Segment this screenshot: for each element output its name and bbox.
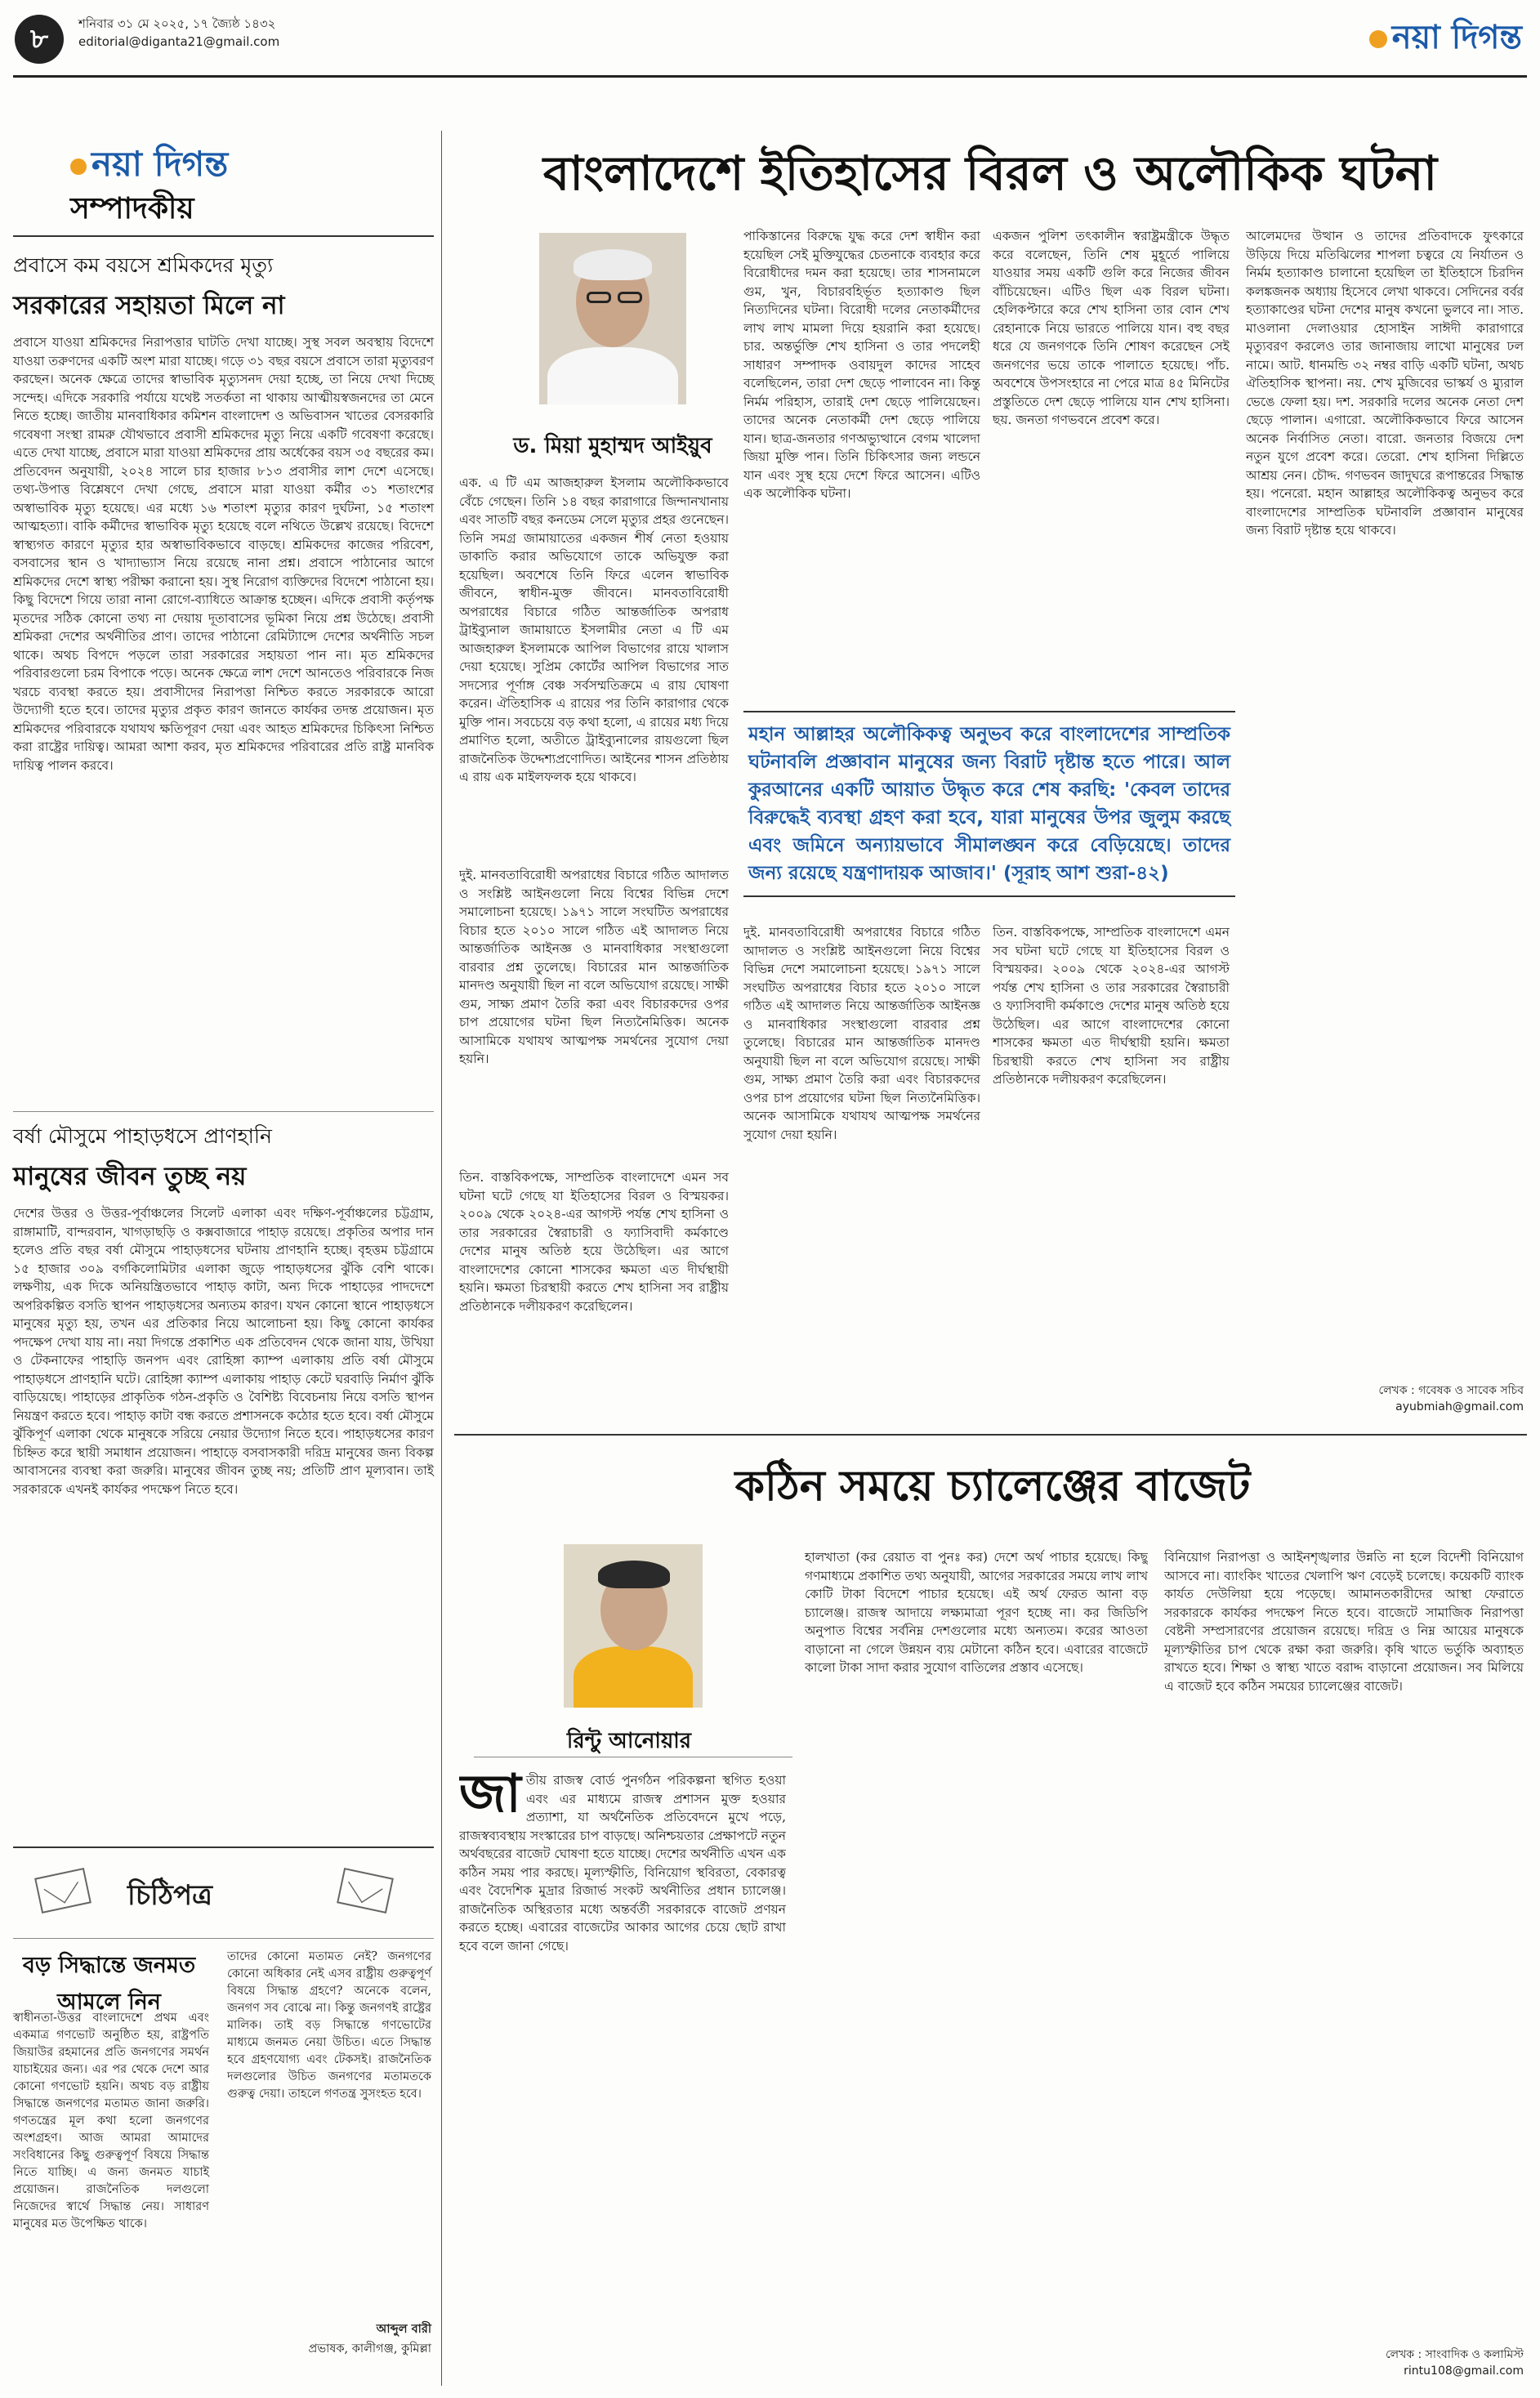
budget-article-headline: কঠিন সময়ে চ্যালেঞ্জের বাজেট xyxy=(734,1462,1251,1511)
header-email[interactable]: editorial@diganta21@gmail.com xyxy=(78,34,280,49)
main-article-headline: বাংলাদেশে ইতিহাসের বিরল ও অলৌকিক ঘটনা xyxy=(542,145,1438,201)
editorial-article-2 xyxy=(13,1111,434,1498)
editorial-article-1 xyxy=(13,249,434,775)
letter-column-1: স্বাধীনতা-উত্তর বাংলাদেশে প্রথম এবং একমাত্র গণভোট অনুষ্ঠিত হয়, রাষ্ট্রপতি জিয়াউর রহমানের প্রতি জনগণের সমর্থন যাচাইয়ের জন্য। এর পর থেকে দেশে আর কোনো গণভোট হয়নি। অথচ বড় রাষ্ট্রীয় সিদ্ধান্তে জনগণের মতামত জানা জরুরি। গণতন্ত্রের মূল কথা হলো জনগণের অংশগ্রহণ। আজ আমরা আমাদের সংবিধানের কিছু গুরুত্বপূর্ণ বিষয়ে সিদ্ধান্ত নিতে যাচ্ছি। এ জন্য জনমত যাচাই প্রয়োজন। রাজনৈতিক দলগুলো নিজেদের স্বার্থে সিদ্ধান্ত নেয়। সাধারণ মানুষের মত উপেক্ষিত থাকে। xyxy=(13,2012,209,2231)
budget-article-col-1 xyxy=(459,1771,786,2384)
letters-section-header xyxy=(13,1847,434,1939)
main-article-signature: লেখক : গবেষক ও সাবেক সচিব xyxy=(1378,1384,1524,1397)
article-body: প্রবাসে যাওয়া শ্রমিকদের নিরাপত্তার ঘাটতি দেখা যাচ্ছে। সুস্থ সবল অবস্থায় বিদেশে যাওয়া তরুণদের একটি অংশ মারা যাচ্ছে। গড়ে ৩১ বছর বয়সে প্রবাসে তারা মৃত্যুবরণ করছেন। অনেক ক্ষেত্রে তাদের স্বাভাবিক মৃত্যুসনদ দেয়া হচ্ছে, তা নিয়ে দেখা দিচ্ছে সন্দেহ। এদিকে সরকারি পর্যায়ে যথেষ্ট সতর্কতা না থাকায় আত্মীয়স্বজনদের তা মেনে নিতে হচ্ছে। জাতীয় মানবাধিকার কমিশন বাংলাদেশ ও অভিবাসন খাতের বেসরকারি গবেষণা সংস্থা রামরু যৌথভাবে প্রবাসী শ্রমিকদের মৃত্যু নিয়ে একটি গবেষণা করেছে। এতে দেখা যাচ্ছে, প্রবাসে মারা যাওয়া শ্রমিকদের প্রায় অর্ধেকের বয়স ৩৫ বছরের কম। প্রতিবেদন অনুযায়ী, ২০২৪ সালে চার হাজার ৮১৩ প্রবাসীর লাশ দেশে এসেছে। তথ্য-উপাত্ত বিশ্লেষণে দেখা গেছে, প্রবাসে মারা যাওয়া কর্মীর ৩১ শতাংশের অস্বাভাবিক মৃত্যু হয়েছে। এর মধ্যে ১৬ শতাংশ মৃত্যুর কারণ দুর্ঘটনা, ১৫ শতাংশ আত্মহত্যা। বাকি কর্মীদের স্বাভাবিক মৃত্যু হয়েছে বলে নথিতে উল্লেখ রয়েছে। বিদেশে স্বাস্থ্যগত কারণে মৃত্যুর হার অস্বাভাবিকভাবে বাড়ছে। শ্রমিকদের কাজের পরিবেশ, বসবাসের স্থান ও খাদ্যাভ্যাস নিয়ে রয়েছে নানা প্রশ্ন। প্রবাসে পাঠানোর আগে শ্রমিকদের দেশে স্বাস্থ্য পরীক্ষা করানো হয়। সুস্থ নিরোগ ব্যক্তিদের বিদেশে পাঠানো হয়। কিছু বিদেশে গিয়ে তারা নানা রোগে-ব্যাধিতে আক্রান্ত হচ্ছেন। এদিকে প্রবাসী কর্তৃপক্ষ মৃতদের সঠিক কোনো তথ্য না দেয়ায় দূতাবাসের ভূমিকা নিয়ে প্রশ্ন উঠেছে। প্রবাসী শ্রমিকরা দেশের অর্থনীতির প্রাণ। তাদের পাঠানো রেমিট্যান্সে দেশের অর্থনীতি সচল থাকে। অথচ বিপদে পড়লে তারা সরকারের সহায়তা পান না। মৃত শ্রমিকদের পরিবারগুলো চরম বিপাকে পড়ে। অনেক ক্ষেত্রে লাশ দেশে আনতেও পরিবারকে নিজ খরচে ব্যবস্থা করতে হয়। প্রবাসীদের নিরাপত্তা নিশ্চিত করতে সরকারকে আরো উদ্যোগী হতে হবে। তাদের মৃত্যুর প্রকৃত কারণ জানতে কার্যকর তদন্ত প্রয়োজন। মৃত শ্রমিকদের পরিবারকে যথাযথ ক্ষতিপূরণ দেয়া এবং আহত শ্রমিকদের চিকিৎসা নিশ্চিত করা রাষ্ট্রের দায়িত্ব। আমরা আশা করব, মৃত শ্রমিকদের পরিবারের প্রতি রাষ্ট্র মানবিক দায়িত্ব পালন করবে। xyxy=(13,335,434,773)
issue-date: শনিবার ৩১ মে ২০২৫, ১৭ জ্যৈষ্ঠ ১৪৩২ xyxy=(78,16,276,31)
main-article-col-7: আলেমদের উত্থান ও তাদের প্রতিবাদকে ফুৎকারে উড়িয়ে দিয়ে মতিঝিলের শাপলা চত্বরে যে নির্যাতন ও নির্মম হত্যাকাণ্ড চালানো হয়েছিল তা ইতিহাসে চিরদিন কলঙ্কজনক অধ্যায় হিসেবে লেখা থাকবে। সেদিনের বর্বর হত্যাকাণ্ডের ঘটনা দেশের মানুষ কখনো ভুলবে না। সাত. মাওলানা দেলাওয়ার হোসাইন সাঈদী কারাগারে মৃত্যুবরণ করলেও তার জানাজায় লাখো মানুষের ঢল নামে। আট. ধানমন্ডি ৩২ নম্বর বাড়ি একটি ঘটনা, অথচ ঐতিহাসিক স্থাপনা। নয়. শেখ মুজিবের ভাস্কর্য ও ম্যুরাল ভেঙে ফেলা হয়। দশ. সরকারি দলের অনেক নেতা দেশ ছেড়ে পালান। এগারো. অলৌকিকভাবে ফিরে আসেন অনেক নির্বাসিত নেতা। বারো. জনতার বিজয়ে দেশ নতুন যুগে প্রবেশ করে। তেরো. শেখ হাসিনা দিল্লিতে আশ্রয় নেন। চৌদ্দ. গণভবন জাদুঘরে রূপান্তরের সিদ্ধান্ত হয়। পনেরো. মহান আল্লাহর অলৌকিকত্ব অনুভব করে বাংলাদেশের সাম্প্রতিক ঘটনাবলি প্রজ্ঞাবান মানুষের জন্য বিরাট দৃষ্টান্ত হয়ে থাকবে। xyxy=(1246,229,1524,538)
drop-cap: জা xyxy=(459,1771,521,1824)
header-divider xyxy=(13,75,1527,78)
letter-place: প্রভাষক, কালীগঞ্জ, কুমিল্লা xyxy=(308,2342,431,2356)
main-article-author: ড. মিয়া মুহাম্মদ আইয়ুব xyxy=(513,434,712,458)
budget-article-author: রিন্টু আনোয়ার xyxy=(566,1729,692,1753)
main-article-col-6b: তিন. বাস্তবিকপক্ষে, সাম্প্রতিক বাংলাদেশে এমন সব ঘটনা ঘটে গেছে যা ইতিহাসের বিরল ও বিস্ময়কর। ২০০৯ থেকে ২০২৪-এর আগস্ট পর্যন্ত শেখ হাসিনা ও তার সরকারের স্বৈরাচারী ও ফ্যাসিবাদী কর্মকাণ্ডে দেশের মানুষ অতিষ্ঠ হয়ে উঠেছিল। এর আগে বাংলাদেশের কোনো শাসকের ক্ষমতা এত দীর্ঘস্থায়ী হয়নি। ক্ষমতা চিরস্থায়ী করতে শেখ হাসিনা সব রাষ্ট্রীয় প্রতিষ্ঠানকে দলীয়করণ করেছিলেন। xyxy=(993,925,1230,1087)
main-article-col-5: একজন পুলিশ তৎকালীন স্বরাষ্ট্রমন্ত্রীকে উদ্ধৃত করে বলেছেন, তিনি শেষ মুহূর্তে পালিয়ে যাওয়ার সময় একটি গুলি করে নিজের জীবন বাঁচিয়েছেন। এটিও ছিল এক বিরল ঘটনা। হেলিকপ্টারে করে শেখ হাসিনা তার বোন শেখ রেহানাকে নিয়ে ভারতে পালিয়ে যান। বহু বছর ধরে যে জনগণকে তিনি শোষণ করেছেন সেই জনগণের ভয়ে তাকে পালাতে হয়েছে। পাঁচ. অবশেষে উপসংহারে না পেরে মাত্র ৪৫ মিনিটের প্রস্তুতিতে দেশ ছেড়ে পালিয়ে যান শেখ হাসিনা। ছয়. জনতা গণভবনে প্রবেশ করে। xyxy=(993,229,1230,427)
article-kicker: বর্ষা মৌসুমে পাহাড়ধসে প্রাণহানি xyxy=(13,1124,272,1148)
main-article-email[interactable]: ayubmiah@gmail.com xyxy=(1395,1400,1524,1413)
section-divider xyxy=(454,1434,1527,1436)
budget-article-email[interactable]: rintu108@gmail.com xyxy=(1404,2365,1524,2378)
envelope-icon xyxy=(337,1868,394,1913)
article-kicker: প্রবাসে কম বয়সে শ্রমিকদের মৃত্যু xyxy=(13,253,274,277)
masthead-logo: নয়া দিগন্ত xyxy=(1369,11,1522,66)
page-number: ৮ xyxy=(15,15,64,64)
budget-article-col-3: বিনিয়োগ নিরাপত্তা ও আইনশৃঙ্খলার উন্নতি না হলে বিদেশী বিনিয়োগ আসবে না। ব্যাংকিং খাতের খেলাপি ঋণ বেড়েই চলেছে। কয়েকটি ব্যাংক কার্যত দেউলিয়া হয়ে পড়েছে। আমানতকারীদের আস্থা ফেরাতে সরকারকে কার্যকর পদক্ষেপ নিতে হবে। বাজেটে সামাজিক নিরাপত্তা বেষ্টনী সম্প্রসারণের প্রয়োজন রয়েছে। দরিদ্র ও নিম্ন আয়ের মানুষকে মূল্যস্ফীতির চাপ থেকে রক্ষা করা জরুরি। কৃষি খাতে ভর্তুকি অব্যাহত রাখতে হবে। শিক্ষা ও স্বাস্থ্য খাতে বরাদ্দ বাড়ানো প্রয়োজন। সব মিলিয়ে এ বাজেট হবে কঠিন সময়ের চ্যালেঞ্জের বাজেট। xyxy=(1164,1550,1524,1694)
editorial-divider xyxy=(13,235,434,237)
budget-article-signature: লেখক : সাংবাদিক ও কলামিস্ট xyxy=(1385,2348,1524,2361)
envelope-icon xyxy=(34,1868,92,1913)
main-article-col-4: পাকিস্তানের বিরুদ্ধে যুদ্ধ করে দেশ স্বাধীন করা হয়েছিল সেই মুক্তিযুদ্ধের চেতনাকে ব্যবহার করে বিরোধীদের দমন করা হয়েছে। তার শাসনামলে গুম, খুন, বিচারবহির্ভূত হত্যাকাণ্ড ছিল নিত্যদিনের ঘটনা। বিরোধী দলের নেতাকর্মীদের লাখ লাখ মামলা দিয়ে হয়রানি করা হয়েছে। চার. অন্তর্ভুক্তি শেখ হাসিনা ও তার পদলেহী সাধারণ সম্পাদক ওবায়দুল কাদের সাহেব বলেছিলেন, তারা দেশ ছেড়ে পালাবেন না। কিন্তু নির্মম পরিহাস, তারাই দেশ ছেড়ে পালিয়েছেন। তাদের অনেক নেতাকর্মী দেশ ছেড়ে পালিয়ে যান। ছাত্র-জনতার গণঅভ্যুত্থানে বেগম খালেদা জিয়া মুক্তি পান। তিনি চিকিৎসার জন্য লন্ডনে যান এবং সুস্থ হয়ে দেশে ফিরে আসেন। এটিও এক অলৌকিক ঘটনা। xyxy=(743,229,980,501)
editorial-logo: নয়া দিগন্ত xyxy=(70,137,228,195)
budget-article-col-2: হালখাতা (কর রেয়াত বা পুনঃ কর) দেশে অর্থ পাচার হয়েছে। কিছু গণমাধ্যমে প্রকাশিত তথ্য অনুযায়ী, আগের সরকারের সময়ে লাখ লাখ কোটি টাকা বিদেশে পাচার হয়েছে। এই অর্থ ফেরত আনা বড় চ্যালেঞ্জ। রাজস্ব আদায়ে লক্ষ্যমাত্রা পূরণ হচ্ছে না। কর জিডিপি অনুপাত বিশ্বের সর্বনিম্ন দেশগুলোর মধ্যে অন্যতম। করের আওতা বাড়ানো না গেলে উন্নয়ন ব্যয় মেটানো কঠিন হবে। এবারের বাজেটে কালো টাকা সাদা করার সুযোগ বাতিলের প্রস্তাব এসেছে। xyxy=(805,1550,1148,1675)
article-body: দেশের উত্তর ও উত্তর-পূর্বাঞ্চলের সিলেট এলাকা এবং দক্ষিণ-পূর্বাঞ্চলের চট্টগ্রাম, রাঙ্গামাটি, বান্দরবান, খাগড়াছড়ি ও কক্সবাজারে পাহাড় রয়েছে। প্রকৃতির অপার দান হলেও প্রতি বছর বর্ষা মৌসুমে পাহাড়ধসের ঘটনায় প্রাণহানি হচ্ছে। বৃহত্তম চট্টগ্রামে ১৫ হাজার ৩০৯ বর্গকিলোমিটার এলাকা জুড়ে পাহাড়ধসের ঝুঁকি বেশি থাকে। লক্ষণীয়, এক দিকে অনিয়ন্ত্রিতভাবে পাহাড় কাটা, অন্য দিকে পাহাড়ের পাদদেশে অপরিকল্পিত বসতি স্থাপন পাহাড়ধসের অন্যতম কারণ। যখন কোনো স্থানে পাহাড়ধসে মানুষের মৃত্যু হয়, তখন এর প্রতিকার নিয়ে আলোচনা হয়। কিছু কোনো কার্যকর পদক্ষেপ দেখা যায় না। নয়া দিগন্তে প্রকাশিত এক প্রতিবেদন থেকে জানা যায়, উখিয়া ও টেকনাফের পাহাড়ি জনপদ এবং রোহিঙ্গা ক্যাম্প এলাকায় প্রতি বর্ষা মৌসুমে পাহাড়ধসে প্রাণহানি ঘটে। রোহিঙ্গা ক্যাম্প এলাকায় পাহাড় কেটে ঘরবাড়ি নির্মাণ ঝুঁকি বাড়িয়েছে। পাহাড়ের প্রাকৃতিক গঠন-প্রকৃতি ও বৈশিষ্ট্য বিবেচনায় নিয়ে বসতি স্থাপন নিয়ন্ত্রণ করতে হবে। পাহাড় কাটা বন্ধ করতে প্রশাসনকে কঠোর হতে হবে। বর্ষা মৌসুমে ঝুঁকিপূর্ণ এলাকা থেকে মানুষকে সরিয়ে নেয়ার উদ্যোগ নিতে হবে। পাহাড়ধসের কারণ চিহ্নিত করে স্থায়ী সমাধান প্রয়োজন। পাহাড়ে বসবাসকারী দরিদ্র মানুষের জন্য বিকল্প আবাসনের ব্যবস্থা করা জরুরি। মানুষের জীবন তুচ্ছ নয়; প্রতিটি প্রাণ মূল্যবান। তাই সরকারকে এখনই কার্যকর পদক্ষেপ নিতে হবে। xyxy=(13,1206,434,1497)
article-headline: মানুষের জীবন তুচ্ছ নয় xyxy=(13,1162,247,1191)
author-photo-2 xyxy=(564,1544,703,1708)
letter-author: আব্দুল বারী xyxy=(376,2322,431,2336)
page-header xyxy=(0,0,1540,82)
letter-headline: বড় সিদ্ধান্তে জনমত আমলে নিন xyxy=(22,1953,196,2015)
column-divider xyxy=(441,131,442,2386)
sun-icon xyxy=(70,159,87,175)
editorial-column xyxy=(13,82,434,2386)
article-headline: সরকারের সহায়তা মিলে না xyxy=(13,291,285,320)
main-article-col-1: এক. এ টি এম আজহারুল ইসলাম অলৌকিকভাবে বেঁচে গেছেন। তিনি ১৪ বছর কারাগারে জিন্দানখানায় এবং সাতটি বছর কনডেম সেলে মৃত্যুর প্রহর গুনেছেন। তিনি সমগ্র জামায়াতের একজন শীর্ষ নেতা হওয়ায় ডাকাতি করার অভিযোগে তাকে অভিযুক্ত করা হয়েছিল। অবশেষে তিনি ফিরে এলেন স্বাভাবিক জীবনে, স্বাধীন-মুক্ত জীবনে। মানবতাবিরোধী অপরাধের বিচারে গঠিত আন্তর্জাতিক অপরাধ ট্রাইব্যুনাল জামায়াতে ইসলামীর নেতা এ টি এম আজহারুল ইসলামকে আপিল বিভাগের রায়ে খালাস দেয়া হয়েছে। সুপ্রিম কোর্টের আপিল বিভাগের সাত সদস্যের পূর্ণাঙ্গ বেঞ্চ সর্বসম্মতিক্রমে এ রায় ঘোষণা করেন। ঐতিহাসিক এ রায়ের পর তিনি কারাগার থেকে মুক্তি পান। সবচেয়ে বড় কথা হলো, এ রায়ের মধ্য দিয়ে প্রমাণিত হলো, অতীতে ট্রাইব্যুনালের রায়গুলো ছিল রাজনৈতিক উদ্দেশ্যপ্রণোদিত। আইনের শাসন প্রতিষ্ঠায় এ রায় এক মাইলফলক হয়ে থাকবে। xyxy=(459,476,729,784)
budget-col-1-text: তীয় রাজস্ব বোর্ড পুনর্গঠন পরিকল্পনা স্থগিত হওয়া এবং এর মাধ্যমে রাজস্ব প্রশাসন মুক্ত হওয়ার প্রত্যাশা, যা অর্থনৈতিক প্রতিবেদনে মুখে পড়ে, রাজস্বব্যবস্থায় সংস্কারের চাপ বাড়ছে। অনিশ্চয়তার প্রেক্ষাপটে নতুন অর্থবছরের বাজেট ঘোষণা হতে যাচ্ছে। দেশের অর্থনীতি এখন এক কঠিন সময় পার করছে। মূল্যস্ফীতি, বিনিয়োগ স্থবিরতা, বেকারত্ব এবং বৈদেশিক মুদ্রার রিজার্ভ সংকট অর্থনীতির প্রধান চ্যালেঞ্জ। রাজনৈতিক অস্থিরতার মধ্যে অন্তর্বর্তী সরকারকে বাজেট প্রণয়ন করতে হচ্ছে। এবারের বাজেটের আকার আগের চেয়ে ছোট রাখা হবে বলে জানা গেছে। xyxy=(459,1773,786,1954)
pull-quote: মহান আল্লাহর অলৌকিকত্ব অনুভব করে বাংলাদেশের সাম্প্রতিক ঘটনাবলি প্রজ্ঞাবান মানুষের জন্য বিরাট দৃষ্টান্ত হতে পারে। আল কুরআনের একটি আয়াত উদ্ধৃত করে শেষ করছি: 'কেবল তাদের বিরুদ্ধেই ব্যবস্থা গ্রহণ করা হবে, যারা মানুষের উপর জুলুম করছে এবং জমিনে অন্যায়ভাবে সীমালঙ্ঘন করে বেড়িয়েছে। তাদের জন্য রয়েছে যন্ত্রণাদায়ক আজাব।' (সূরাহ আশ শুরা-৪২) xyxy=(743,711,1235,897)
editorial-label: সম্পাদকীয় xyxy=(70,192,194,226)
main-article-col-2: দুই. মানবতাবিরোধী অপরাধের বিচারে গঠিত আদালত ও সংশ্লিষ্ট আইনগুলো নিয়ে বিশ্বের বিভিন্ন দেশে সমালোচনা হয়েছে। ১৯৭১ সালে সংঘটিত অপরাধের বিচার হতে ২০১০ সালে গঠিত এই আদালত নিয়ে আন্তর্জাতিক আইনজ্ঞ ও মানবাধিকার সংস্থাগুলো বারবার প্রশ্ন তুলেছে। বিচারের মান আন্তর্জাতিক মানদণ্ড অনুযায়ী ছিল না বলে অভিযোগ রয়েছে। সাক্ষী গুম, সাক্ষ্য প্রমাণ তৈরি করা এবং বিচারকদের ওপর চাপ প্রয়োগের ঘটনা ছিল নিত্যনৈমিত্তিক। অনেক আসামিকে যথাযথ আত্মপক্ষ সমর্থনের সুযোগ দেয়া হয়নি। xyxy=(459,868,729,1066)
sun-icon xyxy=(1369,30,1387,48)
letters-title: চিঠিপত্র xyxy=(127,1879,213,1912)
main-article-col-3: তিন. বাস্তবিকপক্ষে, সাম্প্রতিক বাংলাদেশে এমন সব ঘটনা ঘটে গেছে যা ইতিহাসের বিরল ও বিস্ময়কর। ২০০৯ থেকে ২০২৪-এর আগস্ট পর্যন্ত শেখ হাসিনা ও তার সরকারের স্বৈরাচারী ও ফ্যাসিবাদী কর্মকাণ্ডে দেশের মানুষ অতিষ্ঠ হয়ে উঠেছিল। এর আগে বাংলাদেশের কোনো শাসকের ক্ষমতা এত দীর্ঘস্থায়ী হয়নি। ক্ষমতা চিরস্থায়ী করতে শেখ হাসিনা সব রাষ্ট্রীয় প্রতিষ্ঠানকে দলীয়করণ করেছিলেন। xyxy=(459,1170,729,1314)
author-photo xyxy=(539,233,686,404)
main-article-col-6a: দুই. মানবতাবিরোধী অপরাধের বিচারে গঠিত আদালত ও সংশ্লিষ্ট আইনগুলো নিয়ে বিশ্বের বিভিন্ন দেশে সমালোচনা হয়েছে। ১৯৭১ সালে সংঘটিত অপরাধের বিচার হতে ২০১০ সালে গঠিত এই আদালত নিয়ে আন্তর্জাতিক আইনজ্ঞ ও মানবাধিকার সংস্থাগুলো বারবার প্রশ্ন তুলেছে। বিচারের মান আন্তর্জাতিক মানদণ্ড অনুযায়ী ছিল না বলে অভিযোগ রয়েছে। সাক্ষী গুম, সাক্ষ্য প্রমাণ তৈরি করা এবং বিচারকদের ওপর চাপ প্রয়োগের ঘটনা ছিল নিত্যনৈমিত্তিক। অনেক আসামিকে যথাযথ আত্মপক্ষ সমর্থনের সুযোগ দেয়া হয়নি। xyxy=(743,925,980,1142)
letter-column-2: তাদের কোনো মতামত নেই? জনগণের কোনো অধিকার নেই এসব রাষ্ট্রীয় গুরুত্বপূর্ণ বিষয়ে সিদ্ধান্ত গ্রহণে? অনেকে বলেন, জনগণ সব বোঝে না। কিন্তু জনগণই রাষ্ট্রের মালিক। তাই বড় সিদ্ধান্তে গণভোটের মাধ্যমে জনমত নেয়া উচিত। এতে সিদ্ধান্ত হবে গ্রহণযোগ্য এবং টেকসই। রাজনৈতিক দলগুলোর উচিত জনগণের মতামতকে গুরুত্ব দেয়া। তাহলে গণতন্ত্র সুসংহত হবে। xyxy=(227,1950,431,2101)
